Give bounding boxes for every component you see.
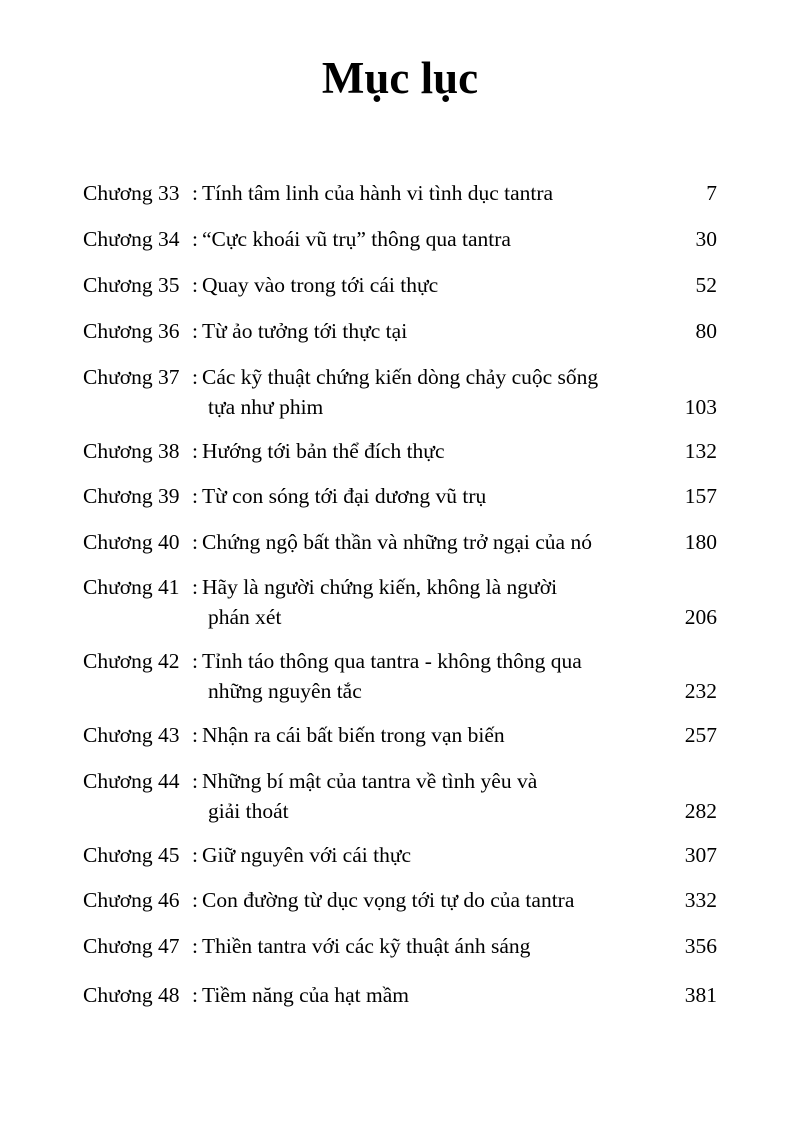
toc-entry-43[interactable] <box>83 720 717 750</box>
chapter-colon: : <box>192 319 198 343</box>
chapter-label: Chương 41 <box>83 575 180 599</box>
chapter-colon: : <box>192 227 198 251</box>
chapter-colon: : <box>192 365 198 389</box>
chapter-label: Chương 35 <box>83 273 180 297</box>
chapter-title: Quay vào trong tới cái thực <box>202 273 439 297</box>
chapter-title: Tiềm năng của hạt mầm <box>202 983 410 1007</box>
chapter-label: Chương 43 <box>83 723 180 747</box>
toc-entry-39[interactable] <box>83 481 717 511</box>
chapter-colon: : <box>192 723 198 747</box>
chapter-colon: : <box>192 181 198 205</box>
toc-entry-34[interactable] <box>83 224 717 254</box>
chapter-title: Từ con sóng tới đại dương vũ trụ <box>202 484 487 508</box>
chapter-colon: : <box>192 273 198 297</box>
page-number: 30 <box>695 227 717 251</box>
chapter-colon: : <box>192 934 198 958</box>
chapter-title-continued: phán xét <box>208 605 282 629</box>
chapter-colon: : <box>192 843 198 867</box>
chapter-label: Chương 36 <box>83 319 180 343</box>
toc-entry-45[interactable] <box>83 840 717 870</box>
chapter-label: Chương 47 <box>83 934 180 958</box>
chapter-colon: : <box>192 983 198 1007</box>
toc-entry-46[interactable] <box>83 885 717 915</box>
chapter-title: Những bí mật của tantra về tình yêu và <box>202 769 538 793</box>
chapter-title-continued: tựa như phim <box>208 395 324 419</box>
page-number: 52 <box>695 273 717 297</box>
page-number: 103 <box>684 395 717 419</box>
chapter-title: “Cực khoái vũ trụ” thông qua tantra <box>202 227 511 251</box>
chapter-colon: : <box>192 484 198 508</box>
page-number: 132 <box>684 439 717 463</box>
page-number: 180 <box>684 530 717 554</box>
chapter-title: Hãy là người chứng kiến, không là người <box>202 575 558 599</box>
chapter-label: Chương 39 <box>83 484 180 508</box>
toc-entry-33[interactable] <box>83 178 717 208</box>
toc-entry-41[interactable] <box>83 572 717 632</box>
page-number: 157 <box>684 484 717 508</box>
page-number: 332 <box>684 888 717 912</box>
chapter-label: Chương 45 <box>83 843 180 867</box>
toc-entry-47[interactable] <box>83 931 717 961</box>
toc-entry-48[interactable] <box>83 980 717 1010</box>
toc-entry-42[interactable] <box>83 646 717 706</box>
chapter-title: Thiền tantra với các kỹ thuật ánh sáng <box>202 934 531 958</box>
toc-entry-35[interactable] <box>83 270 717 300</box>
chapter-title-continued: giải thoát <box>208 799 289 823</box>
chapter-title: Hướng tới bản thể đích thực <box>202 439 445 463</box>
chapter-label: Chương 38 <box>83 439 180 463</box>
chapter-title: Giữ nguyên với cái thực <box>202 843 412 867</box>
chapter-title: Con đường từ dục vọng tới tự do của tantra <box>202 888 575 912</box>
page-number: 282 <box>684 799 717 823</box>
chapter-label: Chương 46 <box>83 888 180 912</box>
chapter-colon: : <box>192 530 198 554</box>
chapter-label: Chương 42 <box>83 649 180 673</box>
chapter-colon: : <box>192 649 198 673</box>
chapter-label: Chương 44 <box>83 769 180 793</box>
page-number: 307 <box>684 843 717 867</box>
chapter-title: Tỉnh táo thông qua tantra - không thông qua <box>202 649 582 673</box>
page-number: 257 <box>684 723 717 747</box>
chapter-colon: : <box>192 575 198 599</box>
chapter-title: Chứng ngộ bất thần và những trở ngại của nó <box>202 530 592 554</box>
chapter-label: Chương 37 <box>83 365 180 389</box>
page-title: Mục lục <box>321 53 479 103</box>
page-number: 356 <box>684 934 717 958</box>
toc-entry-40[interactable] <box>83 527 717 557</box>
chapter-title: Từ ảo tưởng tới thực tại <box>202 319 408 343</box>
chapter-label: Chương 34 <box>83 227 180 251</box>
chapter-colon: : <box>192 769 198 793</box>
toc-entry-38[interactable] <box>83 436 717 466</box>
chapter-title: Tính tâm linh của hành vi tình dục tantra <box>202 181 554 205</box>
page-number: 381 <box>684 983 717 1007</box>
page-number: 206 <box>684 605 717 629</box>
chapter-label: Chương 33 <box>83 181 180 205</box>
chapter-title-continued: những nguyên tắc <box>208 679 362 703</box>
chapter-colon: : <box>192 439 198 463</box>
toc-entry-44[interactable] <box>83 766 717 826</box>
chapter-title: Nhận ra cái bất biến trong vạn biến <box>202 723 505 747</box>
page-number: 7 <box>706 181 717 205</box>
chapter-label: Chương 48 <box>83 983 180 1007</box>
toc-entry-36[interactable] <box>83 316 717 346</box>
chapter-label: Chương 40 <box>83 530 180 554</box>
toc-entry-37[interactable] <box>83 362 717 422</box>
page-number: 232 <box>684 679 717 703</box>
chapter-colon: : <box>192 888 198 912</box>
page-number: 80 <box>695 319 717 343</box>
chapter-title: Các kỹ thuật chứng kiến dòng chảy cuộc sống <box>202 365 599 389</box>
